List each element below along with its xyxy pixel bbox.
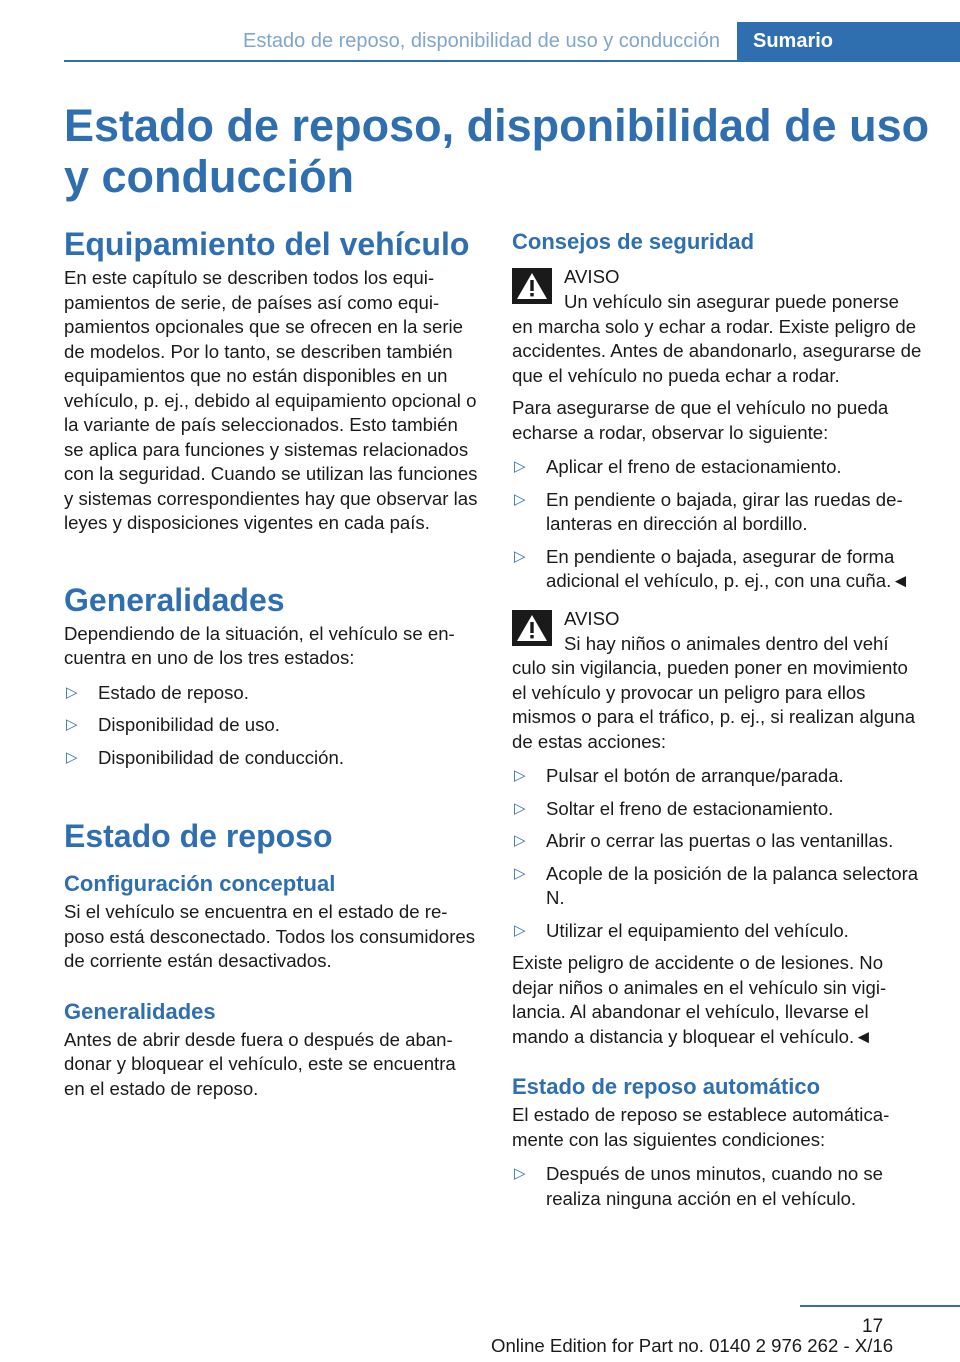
header-tab-sumario[interactable]: Sumario (737, 22, 960, 62)
page-number: 17 (862, 1316, 884, 1337)
warning-label: AVISO (564, 607, 620, 629)
right-column (512, 224, 924, 1211)
subheading-reposo-automatico: Estado de reposo automático (512, 1074, 821, 1099)
running-header (64, 22, 960, 62)
header-section-title: Estado de reposo, disponibilidad de uso y conducción (243, 30, 720, 52)
footer-edition: Online Edition for Part no. 0140 2 976 262 - X/16 (491, 1335, 894, 1356)
list-item: ▷ Soltar el freno de estacionamiento. (512, 797, 924, 822)
warning-text: en marcha solo y echar a rodar. Existe peligro de accidentes. Antes de abandonarlo, asegurarse de que el vehículo no pueda echar a rodar. (512, 315, 922, 386)
paragraph-generalidades: Dependiendo de la situación, el vehículo se encuentra en uno de los tres estados: (64, 622, 455, 668)
list-item: ▷ Estado de reposo. (64, 681, 480, 706)
warning-text: culo sin vigilancia, pueden poner en movimiento el vehículo y provocar un peligro para ellos mismos o para el tráfico, p. ej., si realizan alguna de estas acciones: (512, 657, 916, 752)
triangle-bullet-icon: ▷ (514, 921, 526, 939)
footer-rule (800, 1305, 960, 1307)
triangle-bullet-icon: ▷ (514, 832, 526, 849)
triangle-bullet-icon: ▷ (66, 683, 78, 701)
list-item: ▷ Después de unos minutos, cuando no se realiza ninguna acción en el vehículo. (514, 1163, 883, 1209)
list-actions (512, 764, 924, 943)
list-item: ▷ En pendiente o bajada, girar las ruedas delanteras en dirección al bordillo. (514, 488, 903, 534)
triangle-bullet-icon: ▷ (66, 716, 78, 733)
page-title: Estado de reposo, disponibilidad de uso y conducción (64, 100, 930, 202)
warning-label: AVISO (564, 266, 620, 287)
section-heading-estado-reposo: Estado de reposo (64, 818, 333, 854)
section-heading-generalidades: Generalidades (64, 581, 285, 618)
paragraph-peligro: Existe peligro de accidente o de lesiones. No dejar niños o animales en el vehículo sin vigilancia. Al abandonar el vehículo, llevarse el mando a distancia y bloquear el vehículo.◄ (512, 952, 887, 1047)
subheading-configuracion: Configuración conceptual (64, 871, 336, 896)
paragraph-equipamiento: En este capítulo se describen todos los equipamientos de serie, de países así como equipamientos opcionales que se ofrecen en la serie de modelos. Por lo tanto, se describen también equipamientos que no están disponibles en un vehículo, p. ej., debido al equipamiento opcional o la variante de país seleccionados. Esto también se aplica para funciones y sistemas relacionados con la seguridad. Cuando se utilizan las funciones y sistemas correspondientes hay que observar las leyes y disposiciones vigentes en cada país. (64, 267, 478, 533)
paragraph-configuracion: Si el vehículo se encuentra en el estado de reposo está desconectado. Todos los consumidores de corriente están desactivados. (64, 901, 476, 971)
list-item: ▷ Acople de la posición de la palanca selectora N. (514, 862, 919, 908)
list-item: ▷ Disponibilidad de conducción. (64, 746, 480, 771)
warning-text-first-line: Un vehículo sin asegurar puede ponerse (564, 291, 899, 312)
triangle-bullet-icon: ▷ (514, 799, 526, 817)
list-states (64, 681, 480, 771)
list-item: ▷ Utilizar el equipamiento del vehículo. (512, 919, 924, 944)
list-auto (512, 1162, 924, 1211)
list-item: ▷ Pulsar el botón de arranque/parada. (512, 764, 924, 789)
triangle-bullet-icon: ▷ (66, 748, 78, 766)
triangle-bullet-icon: ▷ (514, 1165, 526, 1182)
subheading-generalidades: Generalidades (64, 998, 216, 1024)
warning-block-2 (512, 606, 924, 755)
triangle-bullet-icon: ▷ (514, 864, 526, 882)
paragraph-reposo-automatico: El estado de reposo se establece automáticamente con las siguientes condiciones: (512, 1104, 890, 1150)
section-heading-equipamiento: Equipamiento del vehículo (64, 226, 470, 262)
triangle-bullet-icon: ▷ (514, 767, 526, 784)
triangle-bullet-icon: ▷ (514, 490, 526, 508)
triangle-bullet-icon: ▷ (514, 547, 526, 565)
warning-block-1 (512, 264, 924, 388)
paragraph-generalidades-reposo: Antes de abrir desde fuera o después de abandonar y bloquear el vehículo, este se encuentra en el estado de reposo. (64, 1028, 456, 1099)
subheading-consejos-seguridad: Consejos de seguridad (512, 229, 755, 254)
list-item: ▷ Aplicar el freno de estacionamiento. (512, 455, 924, 480)
warning-triangle-icon (512, 268, 552, 304)
list-item: ▷ Disponibilidad de uso. (64, 713, 480, 738)
warning-text-first-line: Si hay niños o animales dentro del vehí (564, 632, 889, 654)
list-item: ▷ Abrir o cerrar las puertas o las ventanillas. (512, 829, 924, 854)
left-column (64, 224, 480, 1101)
list-secure (512, 455, 924, 594)
paragraph-asegurar: Para asegurarse de que el vehículo no pueda echarse a rodar, observar lo siguiente: (512, 397, 889, 443)
warning-triangle-icon (512, 610, 552, 646)
list-item: ▷ En pendiente o bajada, asegurar de forma adicional el vehículo, p. ej., con una cuña.◄ (514, 545, 910, 591)
triangle-bullet-icon: ▷ (514, 458, 526, 475)
